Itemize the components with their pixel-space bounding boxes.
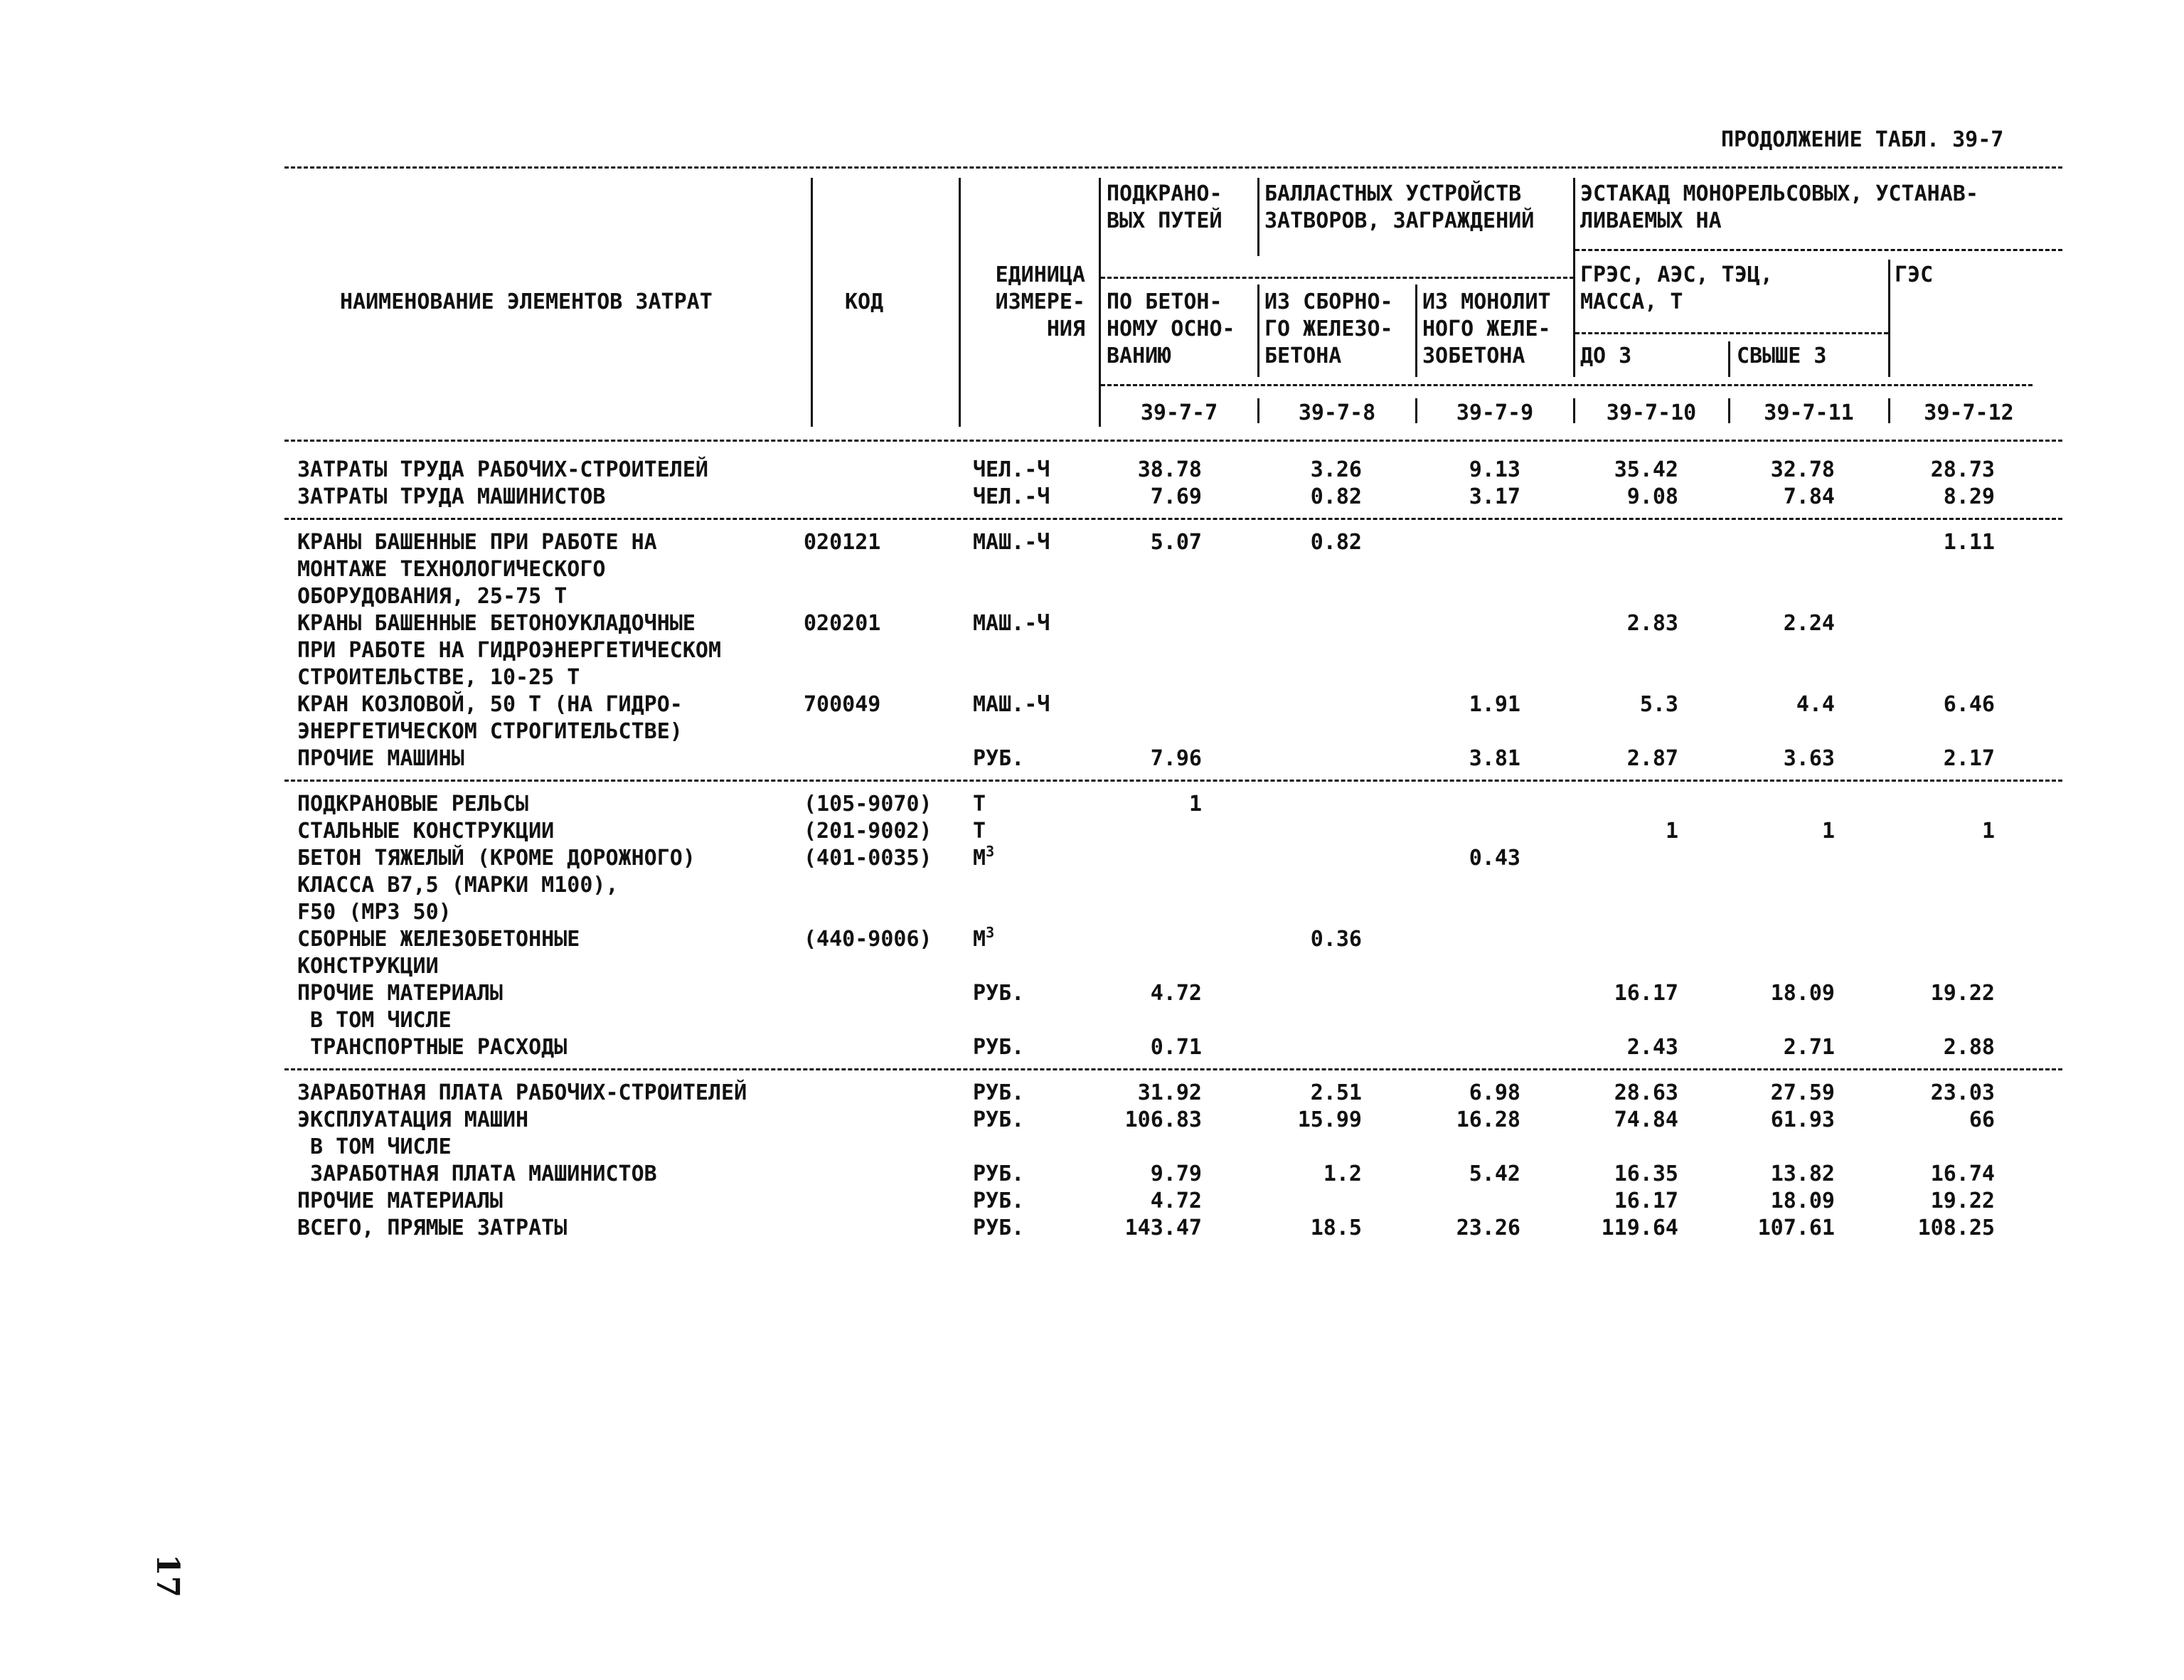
- header-sub-po-beton-2: НОМУ ОСНО-: [1107, 317, 1235, 341]
- row-value: 7.84: [1783, 484, 1835, 509]
- row-value: 38.78: [1137, 457, 1202, 482]
- row-value: 108.25: [1917, 1216, 1995, 1240]
- row-unit: ЧЕЛ.-Ч: [973, 484, 1050, 509]
- header-sub-monolit-3: ЗОБЕТОНА: [1422, 344, 1525, 368]
- row-name: БЕТОН ТЯЖЕЛЫЙ (КРОМЕ ДОРОЖНОГО): [297, 846, 696, 871]
- header-sub-sborn-1: ИЗ СБОРНО-: [1264, 289, 1393, 314]
- unit-superscript: 3: [986, 924, 995, 941]
- header-unit-line3: НИЯ: [1046, 317, 1085, 341]
- row-value: 7.69: [1150, 484, 1202, 509]
- row-value: 9.13: [1469, 457, 1520, 482]
- row-value: 13.82: [1770, 1161, 1835, 1186]
- row-name: F50 (МРЗ 50): [297, 900, 452, 925]
- header-subrule: [1575, 332, 1888, 334]
- row-unit: РУБ.: [973, 981, 1025, 1006]
- row-value: 16.74: [1930, 1161, 1995, 1186]
- row-name: ЗАТРАТЫ ТРУДА РАБОЧИХ-СТРОИТЕЛЕЙ: [297, 457, 708, 482]
- row-unit: РУБ.: [973, 1107, 1025, 1132]
- row-name: ВСЕГО, ПРЯМЫЕ ЗАТРАТЫ: [297, 1216, 568, 1240]
- header-sub-gres-1: ГРЭС, АЭС, ТЭЦ,: [1580, 262, 1773, 287]
- header-sub-ges: ГЭС: [1895, 262, 1934, 287]
- row-name: В ТОМ ЧИСЛЕ: [297, 1134, 452, 1159]
- header-bottom-rule: [284, 440, 2062, 442]
- row-value: 143.47: [1124, 1216, 1202, 1240]
- row-value: 1.2: [1323, 1161, 1362, 1186]
- header-divider: [1257, 178, 1259, 256]
- column-code: 39-7-8: [1298, 400, 1376, 425]
- column-code: 39-7-9: [1456, 400, 1534, 425]
- header-divider: [1415, 285, 1417, 377]
- row-value: 0.43: [1469, 846, 1520, 871]
- row-code: (401-0035): [804, 846, 932, 871]
- row-value: 8.29: [1943, 484, 1995, 509]
- row-unit: ЧЕЛ.-Ч: [973, 457, 1050, 482]
- row-value: 32.78: [1770, 457, 1835, 482]
- header-group-ballast-1: БАЛЛАСТНЫХ УСТРОЙСТВ: [1264, 181, 1522, 206]
- header-name-column: НАИМЕНОВАНИЕ ЭЛЕМЕНТОВ ЗАТРАТ: [340, 289, 713, 314]
- row-value: 35.42: [1614, 457, 1678, 482]
- row-value: 16.17: [1614, 981, 1678, 1006]
- table-caption: ПРОДОЛЖЕНИЕ ТАБЛ. 39-7: [1721, 127, 2004, 152]
- header-divider: [1099, 178, 1101, 427]
- header-sub-sborn-3: БЕТОНА: [1264, 344, 1342, 368]
- row-value: 27.59: [1770, 1080, 1835, 1105]
- row-name: ЗАРАБОТНАЯ ПЛАТА МАШИНИСТОВ: [297, 1161, 657, 1186]
- row-value: 3.26: [1310, 457, 1362, 482]
- row-value: 9.79: [1150, 1161, 1202, 1186]
- row-value: 1: [1981, 819, 1995, 844]
- row-unit: РУБ.: [973, 1189, 1025, 1213]
- column-code: 39-7-7: [1140, 400, 1218, 425]
- header-sub-po-beton-3: ВАНИЮ: [1107, 344, 1171, 368]
- header-divider: [811, 178, 813, 427]
- row-unit: РУБ.: [973, 1216, 1025, 1240]
- row-value: 2.71: [1783, 1035, 1835, 1060]
- header-group-estakad-2: ЛИВАЕМЫХ НА: [1580, 208, 1722, 233]
- row-value: 16.35: [1614, 1161, 1678, 1186]
- row-value: 16.17: [1614, 1189, 1678, 1213]
- row-code: (105-9070): [804, 792, 932, 817]
- header-divider: [959, 178, 961, 427]
- row-name: КРАНЫ БАШЕННЫЕ ПРИ РАБОТЕ НА: [297, 530, 657, 555]
- header-sub-monolit-2: НОГО ЖЕЛЕ-: [1422, 317, 1551, 341]
- row-name: ОБОРУДОВАНИЯ, 25-75 Т: [297, 584, 568, 609]
- row-value: 28.63: [1614, 1080, 1678, 1105]
- row-unit: Т: [973, 819, 986, 844]
- row-name: КРАН КОЗЛОВОЙ, 50 Т (НА ГИДРО-: [297, 692, 683, 717]
- row-name: КЛАССА В7,5 (МАРКИ М100),: [297, 873, 619, 898]
- row-unit: МАШ.-Ч: [973, 611, 1050, 636]
- row-unit: $М^3$: [973, 924, 995, 952]
- header-subrule: [1101, 277, 1574, 279]
- row-value: 2.83: [1626, 611, 1678, 636]
- row-name: ПОДКРАНОВЫЕ РЕЛЬСЫ: [297, 792, 529, 817]
- header-group-ballast-2: ЗАТВОРОВ, ЗАГРАЖДЕНИЙ: [1264, 208, 1535, 233]
- row-value: 107.61: [1757, 1216, 1835, 1240]
- header-sub-do3: ДО 3: [1580, 344, 1632, 368]
- row-value: 19.22: [1930, 1189, 1995, 1213]
- row-name: ТРАНСПОРТНЫЕ РАСХОДЫ: [297, 1035, 568, 1060]
- row-name: ЭКСПЛУАТАЦИЯ МАШИН: [297, 1107, 529, 1132]
- row-value: 18.5: [1310, 1216, 1362, 1240]
- row-value: 3.81: [1469, 746, 1520, 771]
- column-code: 39-7-12: [1924, 400, 2014, 425]
- row-value: 2.87: [1626, 746, 1678, 771]
- header-code-column: КОД: [845, 289, 884, 314]
- row-value: 15.99: [1297, 1107, 1362, 1132]
- row-name: ПРИ РАБОТЕ НА ГИДРОЭНЕРГЕТИЧЕСКОМ: [297, 638, 722, 663]
- header-unit-line2: ИЗМЕРЕ-: [995, 289, 1085, 314]
- header-group-podkran-1: ПОДКРАНО-: [1107, 181, 1222, 206]
- row-code: 020201: [804, 611, 881, 636]
- row-value: 74.84: [1614, 1107, 1678, 1132]
- row-unit: Т: [973, 792, 986, 817]
- row-code: (440-9006): [804, 927, 932, 952]
- row-code: (201-9002): [804, 819, 932, 844]
- page-number: 17: [149, 1553, 186, 1598]
- header-group-estakad-1: ЭСТАКАД МОНОРЕЛЬСОВЫХ, УСТАНАВ-: [1580, 181, 1978, 206]
- row-name: КОНСТРУКЦИИ: [297, 954, 439, 979]
- header-divider: [1888, 260, 1890, 377]
- row-name: ПРОЧИЕ МАТЕРИАЛЫ: [297, 1189, 503, 1213]
- row-value: 23.26: [1456, 1216, 1520, 1240]
- row-value: 7.96: [1150, 746, 1202, 771]
- row-unit: РУБ.: [973, 746, 1025, 771]
- row-value: 119.64: [1601, 1216, 1678, 1240]
- row-name: МОНТАЖЕ ТЕХНОЛОГИЧЕСКОГО: [297, 557, 606, 582]
- row-value: 3.17: [1469, 484, 1520, 509]
- row-value: 18.09: [1770, 981, 1835, 1006]
- top-rule: [284, 166, 2062, 169]
- row-value: 1: [1821, 819, 1835, 844]
- header-subrule: [1575, 249, 2062, 251]
- row-value: 5.42: [1469, 1161, 1520, 1186]
- row-value: 31.92: [1137, 1080, 1202, 1105]
- row-value: 5.07: [1150, 530, 1202, 555]
- row-value: 28.73: [1930, 457, 1995, 482]
- row-name: ЗАТРАТЫ ТРУДА МАШИНИСТОВ: [297, 484, 606, 509]
- header-subrule: [1101, 384, 2033, 386]
- row-value: 4.4: [1796, 692, 1835, 717]
- row-value: 1.91: [1469, 692, 1520, 717]
- column-code: 39-7-11: [1764, 400, 1854, 425]
- column-code: 39-7-10: [1606, 400, 1697, 425]
- row-value: 6.98: [1469, 1080, 1520, 1105]
- row-unit: РУБ.: [973, 1035, 1025, 1060]
- row-value: 0.82: [1310, 484, 1362, 509]
- row-value: 16.28: [1456, 1107, 1520, 1132]
- row-unit: МАШ.-Ч: [973, 692, 1050, 717]
- row-value: 2.51: [1310, 1080, 1362, 1105]
- section-rule: [284, 518, 2062, 520]
- row-code: 020121: [804, 530, 881, 555]
- header-sub-gres-2: МАССА, Т: [1580, 289, 1683, 314]
- header-divider: [1728, 341, 1730, 377]
- row-name: ЗАРАБОТНАЯ ПЛАТА РАБОЧИХ-СТРОИТЕЛЕЙ: [297, 1080, 747, 1105]
- row-unit: $М^3$: [973, 843, 995, 871]
- header-group-podkran-2: ВЫХ ПУТЕЙ: [1107, 208, 1222, 233]
- row-value: 61.93: [1770, 1107, 1835, 1132]
- row-value: 2.88: [1943, 1035, 1995, 1060]
- unit-superscript: 3: [986, 843, 995, 860]
- header-sub-po-beton-1: ПО БЕТОН-: [1107, 289, 1222, 314]
- header-sub-svyshe3: СВЫШЕ 3: [1737, 344, 1827, 368]
- row-value: 2.24: [1783, 611, 1835, 636]
- row-value: 23.03: [1930, 1080, 1995, 1105]
- row-value: 4.72: [1150, 981, 1202, 1006]
- row-value: 9.08: [1626, 484, 1678, 509]
- row-value: 106.83: [1124, 1107, 1202, 1132]
- row-unit: РУБ.: [973, 1080, 1025, 1105]
- row-name: СТАЛЬНЫЕ КОНСТРУКЦИИ: [297, 819, 555, 844]
- row-name: ПРОЧИЕ МАТЕРИАЛЫ: [297, 981, 503, 1006]
- row-value: 0.71: [1150, 1035, 1202, 1060]
- row-value: 18.09: [1770, 1189, 1835, 1213]
- row-unit: МАШ.-Ч: [973, 530, 1050, 555]
- row-value: 5.3: [1639, 692, 1678, 717]
- row-unit: РУБ.: [973, 1161, 1025, 1186]
- row-value: 2.43: [1626, 1035, 1678, 1060]
- row-value: 2.17: [1943, 746, 1995, 771]
- row-value: 1: [1188, 792, 1202, 817]
- row-name: СТРОИТЕЛЬСТВЕ, 10-25 Т: [297, 665, 580, 690]
- header-unit-line1: ЕДИНИЦА: [995, 262, 1085, 287]
- header-divider: [1257, 285, 1259, 377]
- section-rule: [284, 1068, 2062, 1070]
- row-name: ЭНЕРГЕТИЧЕСКОМ СТРОГИТЕЛЬСТВЕ): [297, 719, 683, 744]
- row-value: 0.36: [1310, 927, 1362, 952]
- row-value: 19.22: [1930, 981, 1995, 1006]
- row-value: 4.72: [1150, 1189, 1202, 1213]
- row-name: ПРОЧИЕ МАШИНЫ: [297, 746, 464, 771]
- row-value: 1: [1665, 819, 1678, 844]
- row-value: 0.82: [1310, 530, 1362, 555]
- row-name: СБОРНЫЕ ЖЕЛЕЗОБЕТОННЫЕ: [297, 927, 580, 952]
- header-sub-sborn-2: ГО ЖЕЛЕЗО-: [1264, 317, 1393, 341]
- section-rule: [284, 780, 2062, 782]
- row-code: 700049: [804, 692, 881, 717]
- row-value: 66: [1969, 1107, 1995, 1132]
- row-name: В ТОМ ЧИСЛЕ: [297, 1008, 452, 1033]
- row-value: 6.46: [1943, 692, 1995, 717]
- row-name: КРАНЫ БАШЕННЫЕ БЕТОНОУКЛАДОЧНЫЕ: [297, 611, 696, 636]
- row-value: 3.63: [1783, 746, 1835, 771]
- row-value: 1.11: [1943, 530, 1995, 555]
- header-sub-monolit-1: ИЗ МОНОЛИТ: [1422, 289, 1551, 314]
